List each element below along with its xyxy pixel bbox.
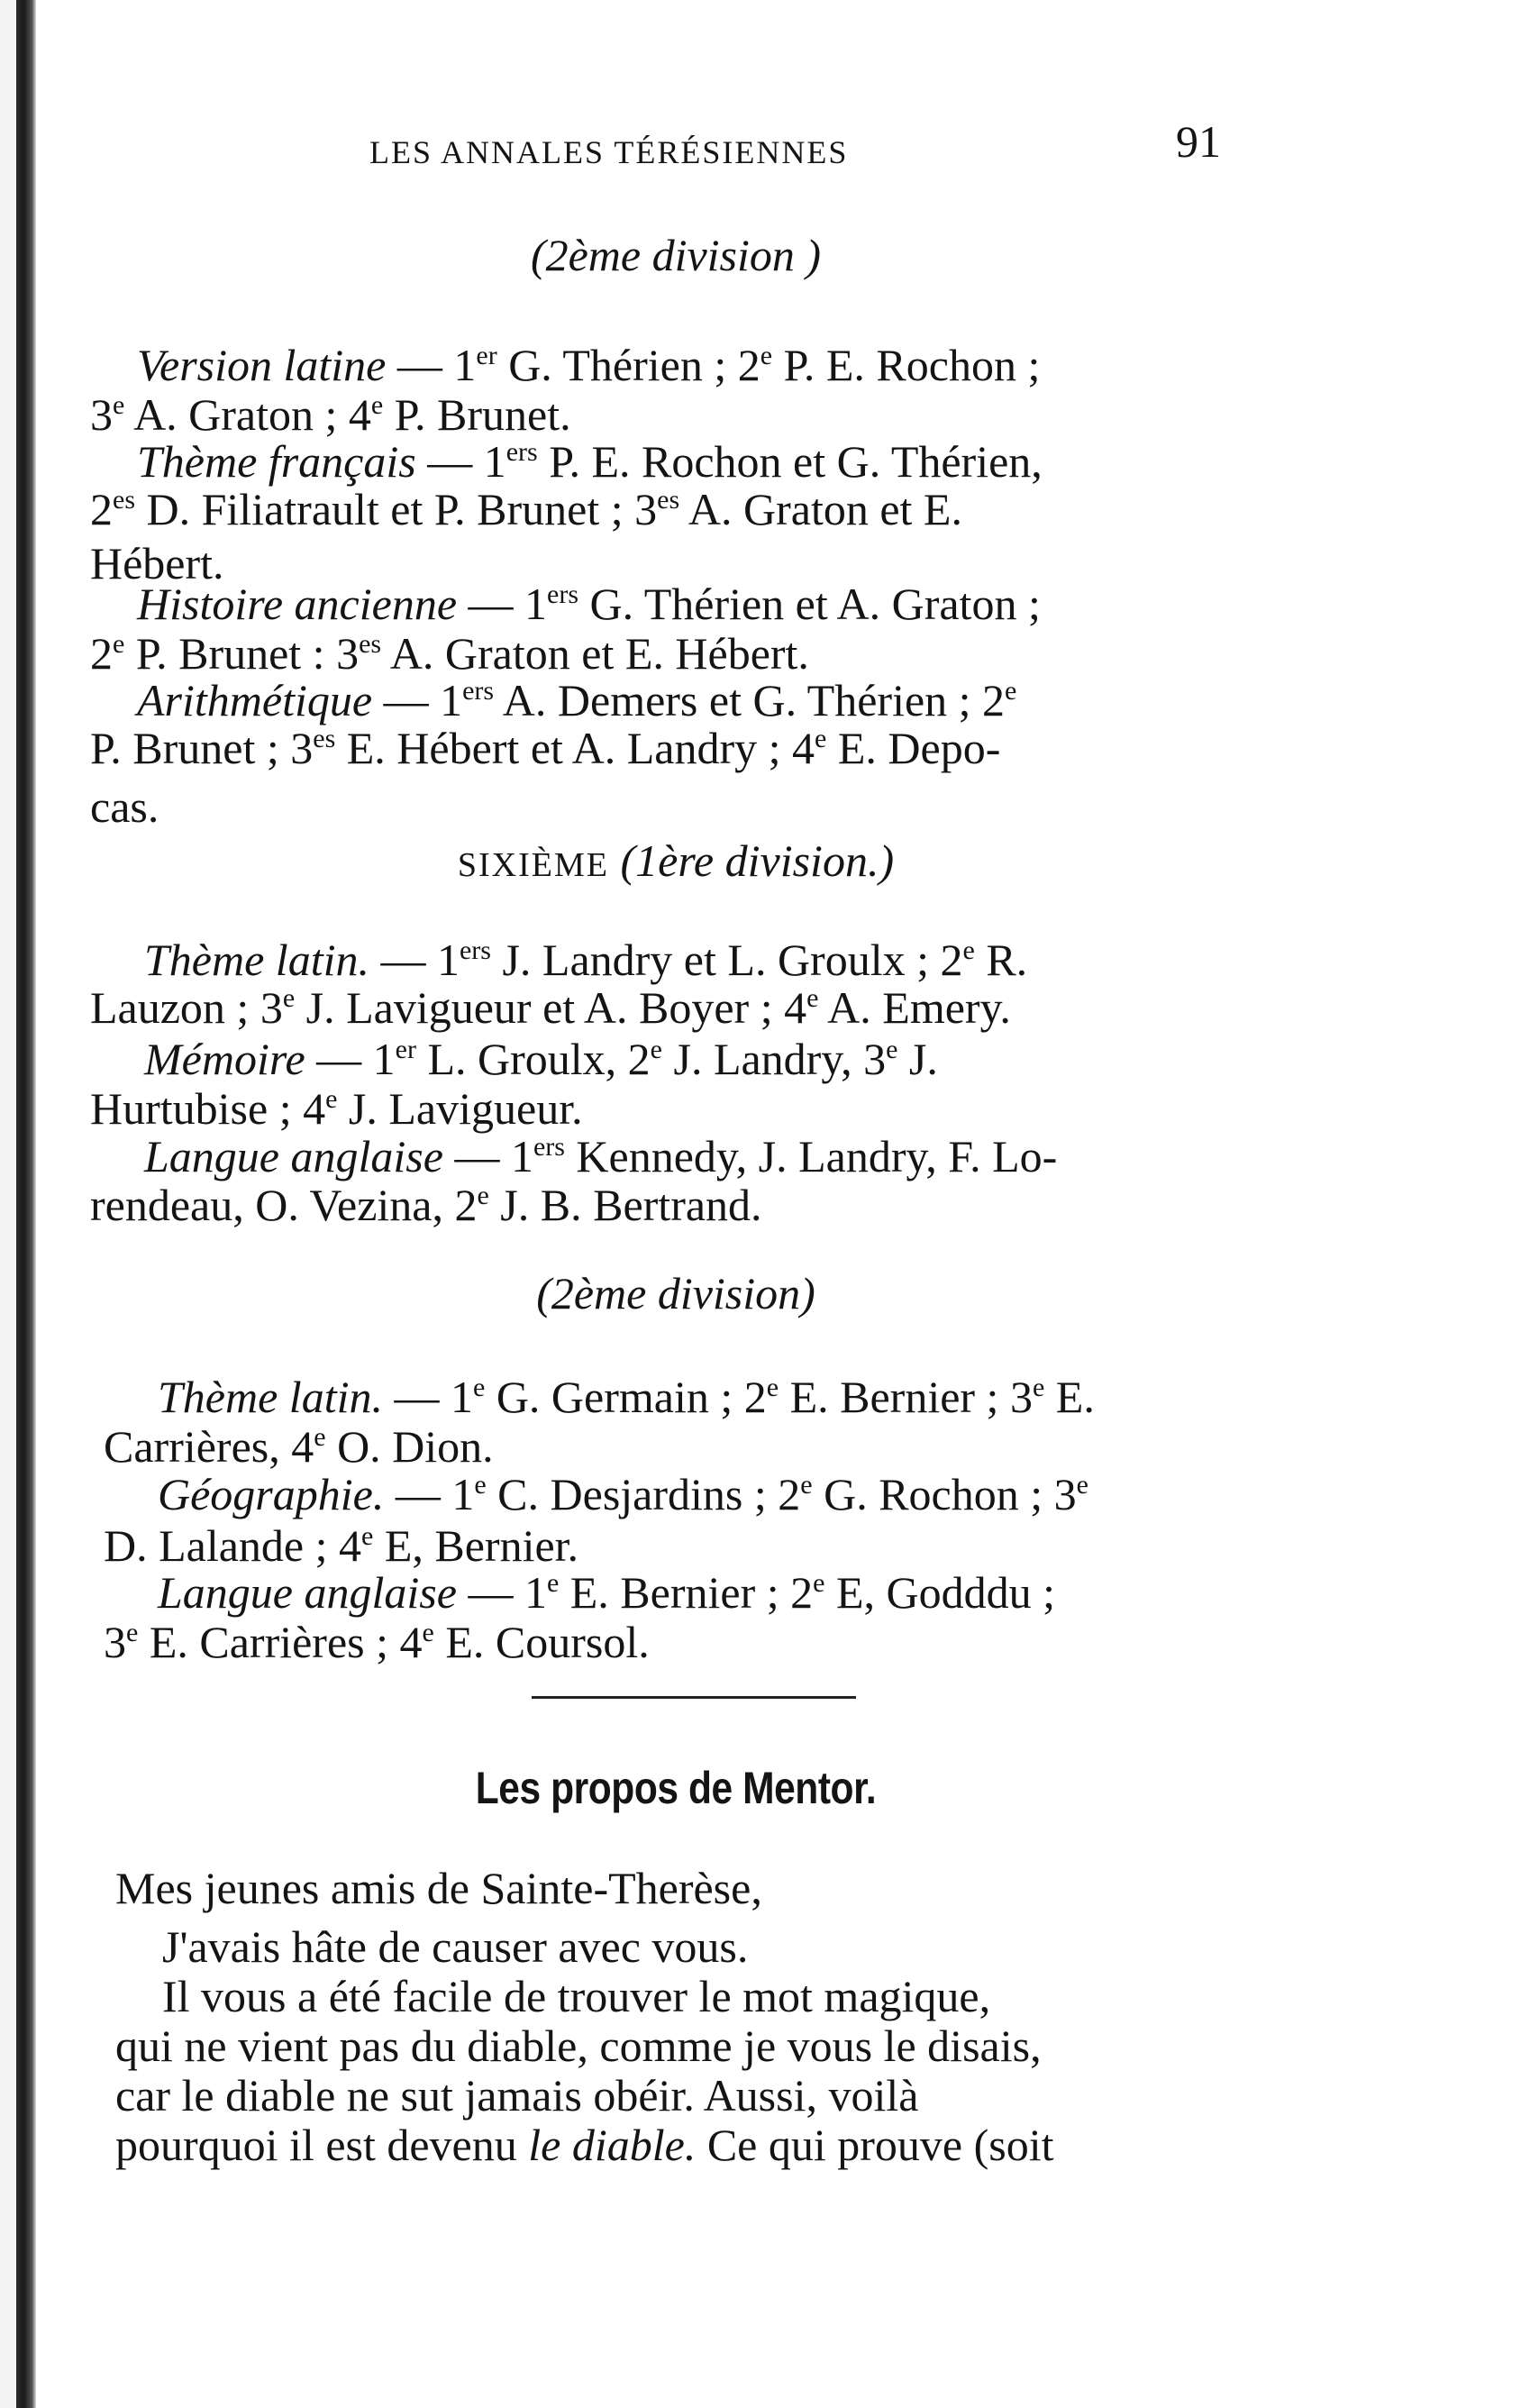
text-line: Lauzon ; 3e J. Lavigueur et A. Boyer ; 4e A. Emery. bbox=[90, 982, 1011, 1033]
section-heading: SIXIÈME (1ère division.) bbox=[457, 835, 895, 886]
text-line: Carrières, 4e O. Dion. bbox=[104, 1421, 494, 1472]
page-margin bbox=[0, 0, 16, 2408]
article-title: Les propos de Mentor. bbox=[475, 1763, 877, 1813]
text-line: Thème latin. — 1e G. Germain ; 2e E. Bernier ; 3e E. bbox=[158, 1372, 1095, 1422]
text-line: 2e P. Brunet : $3^{es}$ A. Graton et E. Hébert. bbox=[90, 628, 809, 679]
article-line: pourquoi il est devenu le diable. Ce qui prouve (soit bbox=[115, 2120, 1054, 2170]
text-line: cas. bbox=[90, 781, 159, 832]
page-number: 91 bbox=[1176, 116, 1221, 167]
text-line: 3e E. Carrières ; 4e E. Coursol. bbox=[104, 1617, 650, 1667]
article-line: qui ne vient pas du diable, comme je vous le disais, bbox=[115, 2020, 1042, 2071]
text-line: rendeau, O. Vezina, 2e J. B. Bertrand. bbox=[90, 1180, 762, 1230]
text-line: Mémoire — 1er L. Groulx, 2e J. Landry, 3e J. bbox=[144, 1034, 938, 1084]
text-line: Langue anglaise — 1ers Kennedy, J. Landry, F. Lo- bbox=[144, 1131, 1058, 1181]
text-line: Hurtubise ; 4e J. Lavigueur. bbox=[90, 1083, 583, 1134]
text-line: Géographie. — 1e C. Desjardins ; 2e G. Rochon ; 3e bbox=[158, 1469, 1088, 1519]
text-line: Histoire ancienne — 1ers G. Thérien et A. Graton ; bbox=[137, 579, 1041, 629]
article-line: car le diable ne sut jamais obéir. Aussi, voilà bbox=[115, 2070, 919, 2121]
text-line: Thème français — 1ers P. E. Rochon et G. Thérien, bbox=[137, 436, 1043, 487]
article-line: J'avais hâte de causer avec vous. bbox=[162, 1921, 749, 1972]
text-line: D. Lalande ; 4e E, Bernier. bbox=[104, 1520, 579, 1571]
text-line: 3e A. Graton ; 4e P. Brunet. bbox=[90, 389, 571, 440]
text-line: Version latine — 1er G. Thérien ; 2e P. E. Rochon ; bbox=[137, 340, 1041, 390]
section-heading: (2ème division) bbox=[536, 1268, 815, 1318]
running-header bbox=[369, 133, 848, 171]
document-page bbox=[90, 0, 1261, 2408]
binding-shadow bbox=[16, 0, 36, 2408]
running-header-title: LES ANNALES TÉRÉSIENNES bbox=[369, 134, 849, 170]
text-line: P. Brunet ; $3^{es}$ E. Hébert et A. Landry ; 4e E. Depo- bbox=[90, 723, 1001, 773]
text-line: Arithmétique — 1ers A. Demers et G. Thérien ; 2e bbox=[137, 675, 1017, 725]
section-divider bbox=[532, 1696, 856, 1699]
text-line: Thème latin. — 1ers J. Landry et L. Groulx ; 2e R. bbox=[144, 935, 1028, 985]
article-line: Il vous a été facile de trouver le mot magique, bbox=[162, 1971, 991, 2021]
text-line: Langue anglaise — 1e E. Bernier ; 2e E, Godddu ; bbox=[158, 1567, 1056, 1618]
text-line: Hébert. bbox=[90, 538, 224, 588]
section-heading: (2ème division ) bbox=[530, 230, 822, 280]
article-salutation: Mes jeunes amis de Sainte-Therèse, bbox=[115, 1863, 762, 1913]
text-line: $2^{es}$ D. Filiatrault et P. Brunet ; $3^{es}$ A. Graton et E. bbox=[90, 484, 962, 534]
